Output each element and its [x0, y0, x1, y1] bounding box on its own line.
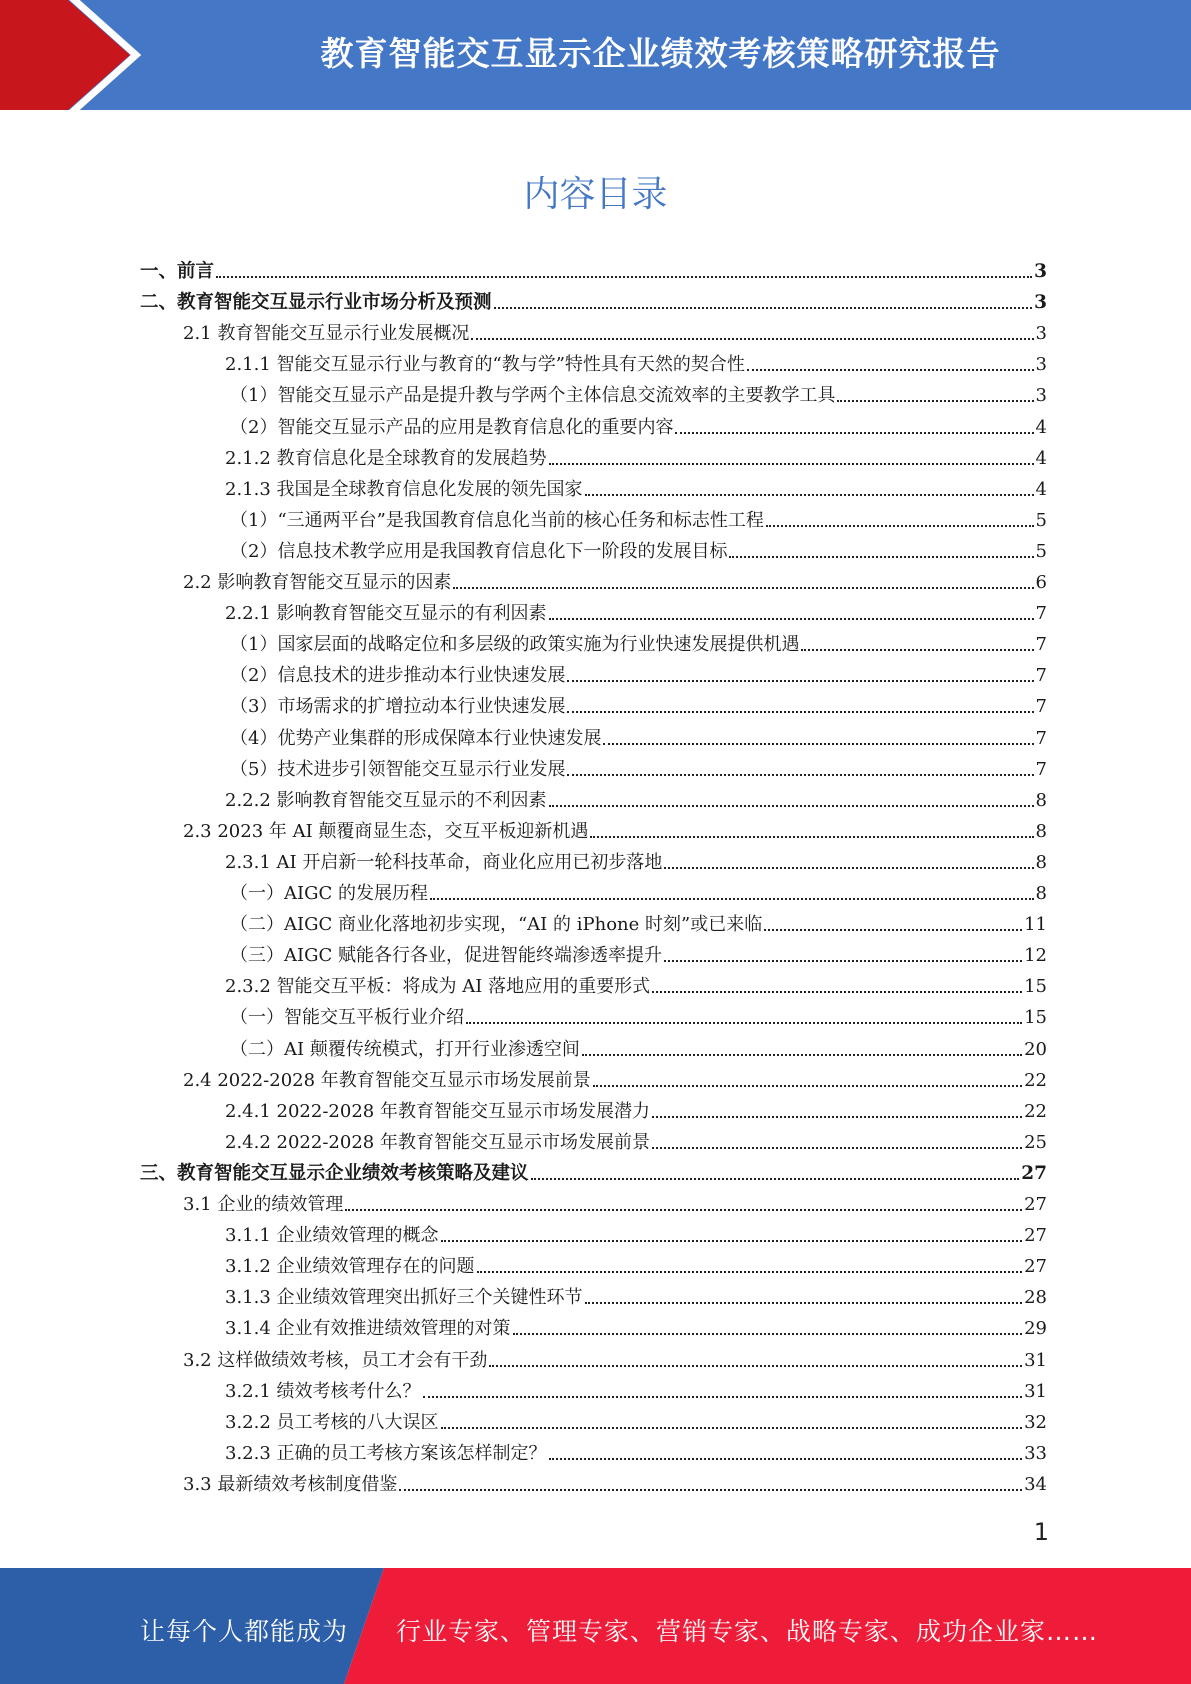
toc-entry-page: 3 — [1035, 385, 1047, 407]
toc-entry-text: 3.2 这样做绩效考核，员工才会有干劲 — [183, 1349, 488, 1371]
toc-leader-dots — [453, 586, 1033, 589]
toc-leader-dots — [593, 1084, 1022, 1087]
toc-leader-dots — [423, 1395, 1023, 1398]
toc-entry-page: 8 — [1035, 820, 1047, 842]
toc-entry-text: 2.3.1 AI 开启新一轮科技革命，商业化应用已初步落地 — [225, 851, 663, 873]
toc-entry-text: 3.3 最新绩效考核制度借鉴 — [183, 1473, 398, 1495]
toc-leader-dots — [567, 710, 1033, 713]
toc-leader-dots — [531, 1177, 1020, 1180]
toc-entry-page: 31 — [1024, 1349, 1047, 1371]
toc-entry-page: 31 — [1024, 1380, 1047, 1402]
toc-entry-text: 2.4.1 2022-2028 年教育智能交互显示市场发展潜力 — [225, 1100, 650, 1122]
toc-entry-page: 7 — [1035, 758, 1047, 780]
toc-entry[interactable] — [230, 905, 1047, 936]
toc-entry-page: 28 — [1024, 1287, 1047, 1309]
toc-leader-dots — [590, 835, 1033, 838]
toc-leader-dots — [652, 990, 1022, 993]
toc-entry-text: 2.1.2 教育信息化是全球教育的发展趋势 — [225, 447, 547, 469]
toc-entry[interactable] — [183, 1061, 1047, 1092]
toc-entry[interactable] — [183, 1465, 1047, 1496]
toc-heading: 内容目录 — [523, 174, 668, 215]
toc-leader-dots — [549, 462, 1034, 465]
toc-entry-text: （1）“三通两平台”是我国教育信息化当前的核心任务和标志性工程 — [230, 509, 764, 531]
toc-leader-dots — [585, 1301, 1023, 1304]
toc-entry-text: （2）智能交互显示产品的应用是教育信息化的重要内容 — [230, 416, 674, 438]
toc-leader-dots — [652, 1115, 1022, 1118]
toc-leader-dots — [664, 866, 1033, 869]
toc-entry[interactable] — [225, 1216, 1047, 1247]
toc-entry-text: 2.2.2 影响教育智能交互显示的不利因素 — [225, 789, 547, 811]
toc-leader-dots — [603, 742, 1033, 745]
toc-entry[interactable] — [225, 1092, 1047, 1123]
toc-entry-text: （二）AI 颠覆传统模式，打开行业渗透空间 — [230, 1038, 580, 1060]
toc-leader-dots — [585, 493, 1034, 496]
toc-entry-page: 7 — [1035, 603, 1047, 625]
toc-leader-dots — [729, 555, 1033, 558]
toc-entry-page: 5 — [1035, 509, 1047, 531]
toc-entry-text: 2.3.2 智能交互平板：将成为 AI 落地应用的重要形式 — [225, 976, 651, 998]
toc-entry[interactable] — [225, 781, 1047, 812]
toc-entry-page: 20 — [1024, 1038, 1047, 1060]
toc-leader-dots — [664, 959, 1022, 962]
footer-slogan-right: 行业专家、管理专家、营销专家、战略专家、成功企业家…… — [396, 1617, 1099, 1646]
toc-entry-text: 3.2.3 正确的员工考核方案该怎样制定？ — [225, 1442, 547, 1464]
toc-entry-page: 3 — [1034, 261, 1047, 282]
toc-leader-dots — [441, 1239, 1023, 1242]
toc-entry-text: 一、前言 — [140, 261, 215, 282]
toc-entry-text: 2.2 影响教育智能交互显示的因素 — [183, 572, 452, 593]
toc-leader-dots — [549, 1457, 1023, 1460]
toc-entry[interactable] — [183, 314, 1047, 345]
toc-entry-page: 11 — [1024, 914, 1047, 936]
toc-entry[interactable] — [225, 594, 1047, 625]
toc-leader-dots — [466, 1021, 1022, 1024]
toc-entry-page: 6 — [1035, 572, 1047, 593]
header-banner — [0, 0, 1191, 110]
toc-entry[interactable] — [183, 563, 1047, 594]
toc-entry-page: 22 — [1024, 1100, 1047, 1122]
toc-leader-dots — [471, 337, 1033, 340]
toc-entry-text: （1）国家层面的战略定位和多层级的政策实施为行业快速发展提供机遇 — [230, 634, 800, 656]
footer-banner — [0, 1568, 1191, 1684]
toc-entry-text: （一）智能交互平板行业介绍 — [230, 1007, 464, 1029]
toc-entry-page: 27 — [1024, 1225, 1047, 1247]
toc-leader-dots — [801, 648, 1033, 651]
toc-leader-dots — [345, 1208, 1022, 1211]
toc-entry-text: （3）市场需求的扩增拉动本行业快速发展 — [230, 696, 566, 718]
toc-entry-page: 25 — [1024, 1131, 1047, 1153]
toc-entry-page: 7 — [1035, 665, 1047, 687]
toc-entry[interactable] — [225, 1372, 1047, 1403]
toc-entry-page: 27 — [1024, 1194, 1047, 1215]
toc-leader-dots — [766, 524, 1034, 527]
toc-leader-dots — [837, 399, 1033, 402]
toc-entry-text: （1）智能交互显示产品是提升教与学两个主体信息交流效率的主要教学工具 — [230, 385, 836, 407]
toc-entry[interactable] — [140, 1154, 1047, 1185]
toc-entry-page: 5 — [1035, 540, 1047, 562]
toc-entry[interactable] — [225, 843, 1047, 874]
toc-entry-text: 2.1 教育智能交互显示行业发展概况 — [183, 323, 470, 345]
toc-leader-dots — [216, 275, 1032, 278]
toc-entry-page: 7 — [1035, 696, 1047, 718]
toc-entry-page: 3 — [1035, 323, 1047, 345]
toc-entry-text: 3.1.2 企业绩效管理存在的问题 — [225, 1256, 475, 1278]
toc-entry[interactable] — [230, 874, 1047, 905]
toc-entry-text: （2）信息技术的进步推动本行业快速发展 — [230, 665, 566, 687]
toc-leader-dots — [747, 368, 1034, 371]
toc-entry-text: 3.2.2 员工考核的八大误区 — [225, 1411, 439, 1433]
toc-entry[interactable] — [140, 252, 1047, 283]
toc-entry-page: 7 — [1035, 634, 1047, 656]
toc-entry[interactable] — [183, 1185, 1047, 1216]
toc-entry[interactable] — [225, 1278, 1047, 1309]
toc-leader-dots — [567, 773, 1033, 776]
toc-leader-dots — [477, 1270, 1023, 1273]
toc-entry-text: （二）AIGC 商业化落地初步实现，“AI 的 iPhone 时刻”或已来临 — [230, 914, 763, 936]
toc-entry-text: 3.1.1 企业绩效管理的概念 — [225, 1225, 439, 1247]
toc-leader-dots — [582, 1053, 1022, 1056]
report-title: 教育智能交互显示企业绩效考核策略研究报告 — [320, 34, 1001, 73]
toc-entry-page: 4 — [1035, 447, 1047, 469]
header-chevron-shape — [0, 0, 160, 110]
toc-entry[interactable] — [225, 1247, 1047, 1278]
toc-entry[interactable] — [230, 750, 1047, 781]
toc-entry-page: 15 — [1024, 976, 1047, 998]
toc-entry-page: 7 — [1035, 727, 1047, 749]
toc-leader-dots — [675, 431, 1033, 434]
toc-entry-page: 3 — [1034, 292, 1047, 314]
toc-leader-dots — [567, 679, 1033, 682]
toc-entry-text: 三、教育智能交互显示企业绩效考核策略及建议 — [140, 1162, 529, 1184]
toc-entry[interactable] — [230, 376, 1047, 407]
toc-entry[interactable] — [183, 812, 1047, 843]
toc-leader-dots — [430, 897, 1034, 900]
toc-entry-page: 8 — [1035, 883, 1047, 904]
toc-entry-page: 3 — [1035, 354, 1047, 376]
footer-slogan-left: 让每个人都能成为 — [140, 1617, 349, 1646]
toc-entry[interactable] — [225, 470, 1047, 501]
toc-entry-page: 27 — [1021, 1162, 1047, 1184]
toc-entry-text: 2.4.2 2022-2028 年教育智能交互显示市场发展前景 — [225, 1131, 650, 1153]
toc-leader-dots — [513, 1332, 1023, 1335]
toc-entry-text: 3.1.3 企业绩效管理突出抓好三个关键性环节 — [225, 1287, 583, 1309]
toc-entry-text: 3.1.4 企业有效推进绩效管理的对策 — [225, 1318, 511, 1340]
toc-entry-text: 3.2.1 绩效考核考什么？ — [225, 1380, 421, 1402]
toc-entry-text: 2.3 2023 年 AI 颠覆商显生态，交互平板迎新机遇 — [183, 820, 589, 842]
toc-entry[interactable] — [230, 625, 1047, 656]
toc-entry-text: 2.1.1 智能交互显示行业与教育的“教与学”特性具有天然的契合性 — [225, 354, 745, 376]
toc-entry[interactable] — [225, 1434, 1047, 1465]
toc-leader-dots — [494, 306, 1033, 309]
toc-leader-dots — [399, 1488, 1022, 1491]
toc-entry-text: （一）AIGC 的发展历程 — [230, 883, 428, 904]
toc-entry-page: 8 — [1035, 851, 1047, 873]
toc-leader-dots — [549, 804, 1034, 807]
toc-leader-dots — [489, 1364, 1022, 1367]
toc-entry[interactable] — [225, 1123, 1047, 1154]
toc-entry-text: 3.1 企业的绩效管理 — [183, 1194, 344, 1215]
toc-entry-page: 27 — [1024, 1256, 1047, 1278]
toc-entry-page: 4 — [1035, 416, 1047, 438]
toc-entry[interactable] — [225, 345, 1047, 376]
toc-entry[interactable] — [230, 1030, 1047, 1061]
toc-entry[interactable] — [230, 408, 1047, 439]
toc-leader-dots — [764, 928, 1022, 931]
toc-entry-page: 29 — [1024, 1318, 1047, 1340]
toc-entry[interactable] — [225, 1309, 1047, 1340]
toc-entry[interactable] — [230, 687, 1047, 718]
toc-entry[interactable] — [183, 1341, 1047, 1372]
toc-entry[interactable] — [230, 719, 1047, 750]
toc-entry-text: 2.1.3 我国是全球教育信息化发展的领先国家 — [225, 478, 583, 500]
toc-entry[interactable] — [230, 501, 1047, 532]
toc-entry-page: 34 — [1024, 1473, 1047, 1495]
toc-entry-page: 22 — [1024, 1069, 1047, 1091]
toc-entry[interactable] — [230, 656, 1047, 687]
toc-entry-page: 12 — [1024, 945, 1047, 967]
toc-entry-page: 8 — [1035, 789, 1047, 811]
toc-entry-page: 32 — [1024, 1411, 1047, 1433]
toc-entry[interactable] — [225, 439, 1047, 470]
toc-entry-text: （4）优势产业集群的形成保障本行业快速发展 — [230, 727, 602, 749]
toc-entry[interactable] — [225, 1403, 1047, 1434]
toc-entry-page: 4 — [1035, 478, 1047, 500]
toc-entry[interactable] — [140, 283, 1047, 314]
toc-entry-page: 15 — [1024, 1007, 1047, 1029]
toc-entry[interactable] — [230, 998, 1047, 1029]
toc-entry-text: （三）AIGC 赋能各行各业，促进智能终端渗透率提升 — [230, 945, 662, 967]
toc-leader-dots — [549, 617, 1034, 620]
toc-leader-dots — [652, 1146, 1022, 1149]
toc-entry-text: 2.2.1 影响教育智能交互显示的有利因素 — [225, 603, 547, 625]
toc-entry[interactable] — [225, 967, 1047, 998]
toc-entry[interactable] — [230, 936, 1047, 967]
toc-entry-text: （2）信息技术教学应用是我国教育信息化下一阶段的发展目标 — [230, 540, 728, 562]
toc-entry-text: 2.4 2022-2028 年教育智能交互显示市场发展前景 — [183, 1069, 591, 1091]
toc-entry-text: 二、教育智能交互显示行业市场分析及预测 — [140, 292, 492, 314]
toc-entry[interactable] — [230, 532, 1047, 563]
toc-leader-dots — [441, 1426, 1023, 1429]
toc-entry-page: 33 — [1024, 1442, 1047, 1464]
page-number: 1 — [1033, 1518, 1049, 1546]
toc-entry-text: （5）技术进步引领智能交互显示行业发展 — [230, 758, 566, 780]
